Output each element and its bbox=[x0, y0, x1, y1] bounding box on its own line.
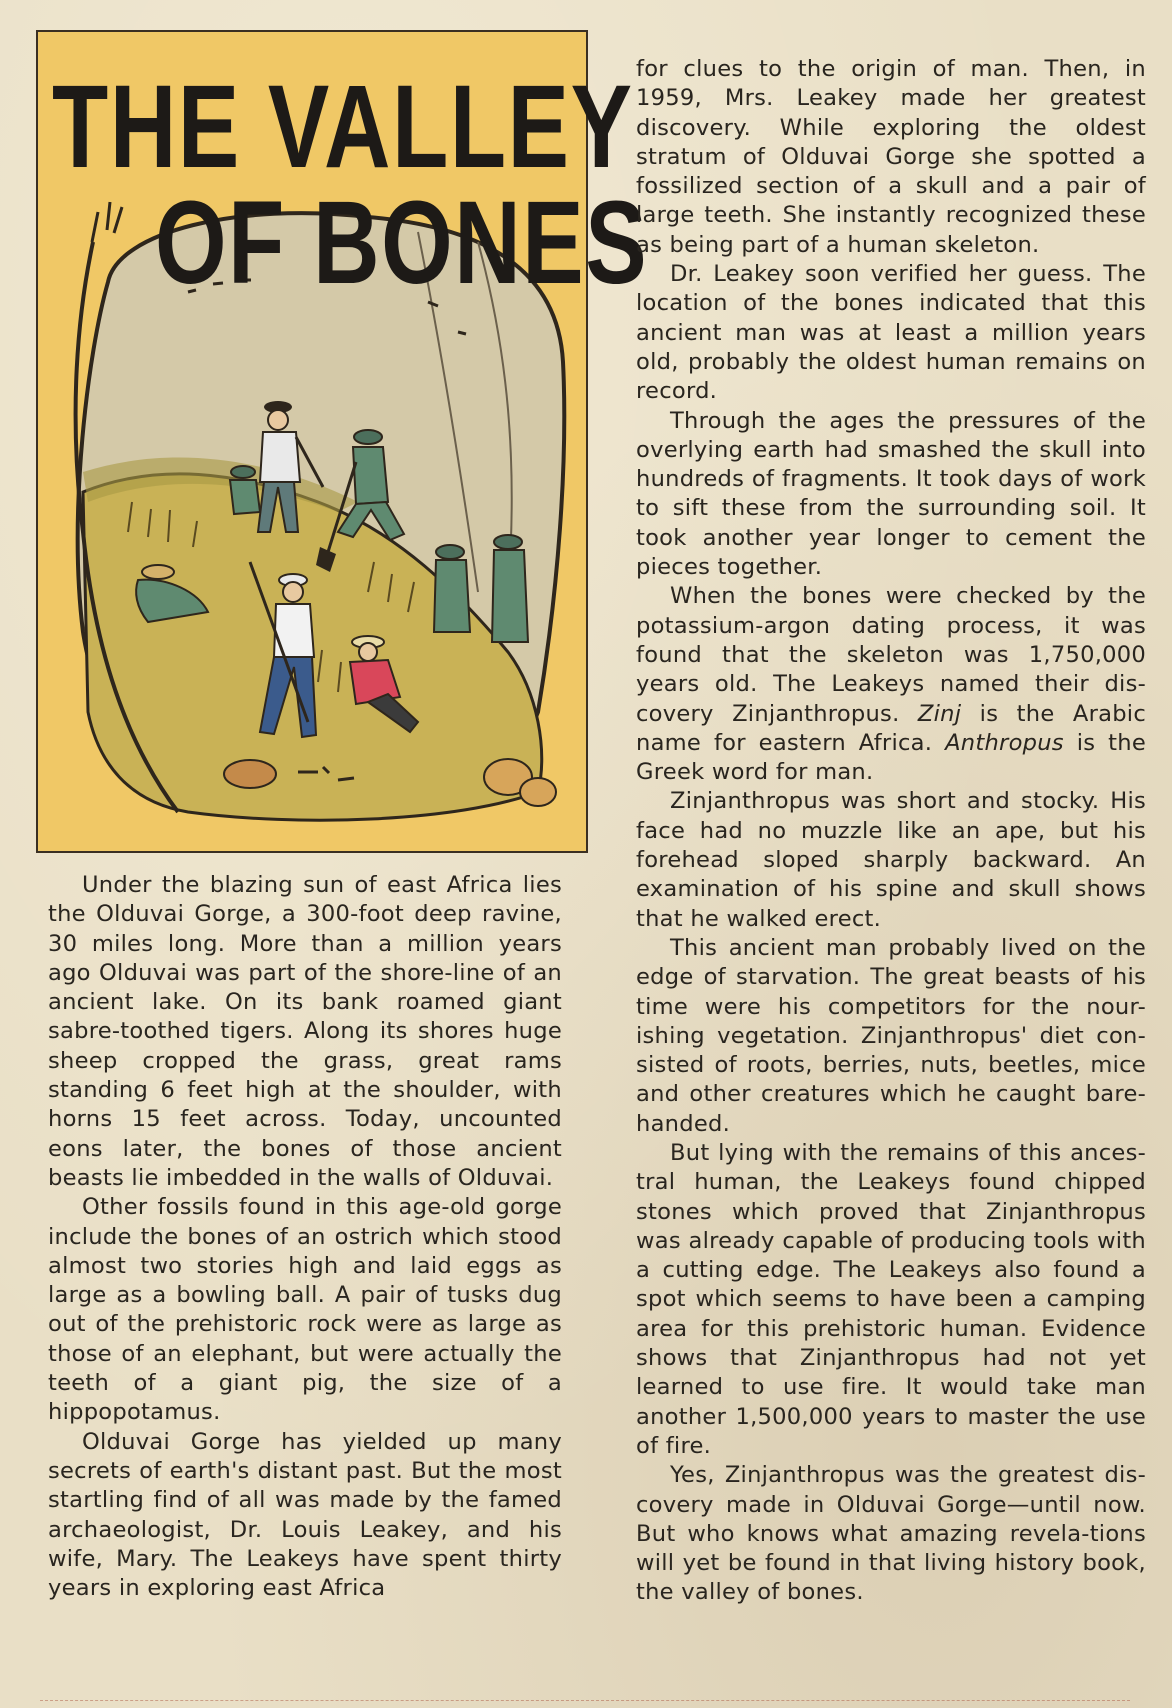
title-illustration-panel bbox=[36, 30, 649, 853]
dating-text-c: is the Greek word for man. bbox=[636, 729, 1146, 786]
paragraph-continued: for clues to the origin of man. Then, in 1959, Mrs. Leakey made her greatest discovery. While exploring the oldest stratum of Olduvai Gorge she spotted a fossilized section of a skull and a pair of large teeth. She instantly recognized these as being part of a human skeleton. bbox=[636, 56, 1146, 258]
word-zinj: Zinj bbox=[917, 700, 962, 727]
paragraph-leakeys: Olduvai Gorge has yielded up many secrets of earth's distant past. But the most startling find of all was made by the famed archaeologist, Dr. Louis Leakey, and his wife, Mary. The Leakeys have spent thirty years in exploring east Africa bbox=[48, 1428, 562, 1602]
paragraph-olduvai-intro: Under the blazing sun of east Africa lies the Olduvai Gorge, a 300-foot deep ravine, 30 miles long. More than a million years ago Olduvai was part of the shore-line of an ancient lake. On its bank roamed giant sabre-toothed tigers. Along its shores huge sheep cropped the grass, great rams standing 6 feet high at the shoulder, with horns 15 feet across. Today, uncounted eons later, the bones of those ancient beasts lie imbedded in the walls of Olduvai. bbox=[48, 872, 562, 1191]
right-text-column bbox=[636, 55, 1146, 1608]
dating-text-a: When the bones were checked by the potassium-argon dating process, it was found that the skeleton was 1,750,000 years old. The Leakeys named their dis-covery Zinjanthropus. bbox=[636, 583, 1146, 727]
left-text-column bbox=[48, 871, 562, 1603]
basket bbox=[224, 760, 276, 788]
paragraph-verified: Dr. Leakey soon verified her guess. The location of the bones indicated that this ancient man was at least a million years old, probably the oldest human remains on record. bbox=[636, 261, 1146, 405]
paragraph-stocky: Zinjanthropus was short and stocky. His face had no muzzle like an ape, but his forehead sloped sharply backward. An examination of his spine and skull shows that he walked erect. bbox=[636, 788, 1146, 932]
figure-crouching-small bbox=[230, 466, 260, 514]
bottom-divider bbox=[40, 1700, 1130, 1702]
paragraph-fragments: Through the ages the pressures of the overlying earth had smashed the skull into hundreds of fragments. It took days of work to sift these from the surrounding soil. It took another year longer to cement the pieces together. bbox=[636, 407, 1146, 581]
paragraph-other-fossils: Other fossils found in this age-old gorge include the bones of an ostrich which stood almost two stories high and laid eggs as large as a bowling ball. A pair of tusks dug out of the prehistoric rock were as large as those of an elephant, but were actually the teeth of a giant pig, the size of a hippopotamus. bbox=[48, 1194, 562, 1426]
paragraph-starvation: This ancient man probably lived on the edge of starvation. The great beasts of his time were his competitors for the nour-ishing vegetation. Zinjanthropus' diet con-sisted of roots, berries, nuts, beetles, mice and other creatures which he caught bare-handed. bbox=[636, 934, 1146, 1137]
paragraph-conclusion: Yes, Zinjanthropus was the greatest dis-covery made in Olduvai Gorge—until now. But who knows what amazing revela-tions will yet be found in that living history book, the valley of bones. bbox=[636, 1462, 1146, 1606]
title-line-2: OF BONES bbox=[155, 177, 649, 309]
dating-text-b: is the Arabic name for eastern Africa. bbox=[636, 700, 1147, 756]
paragraph-dating bbox=[636, 582, 1146, 787]
word-anthropus: Anthropus bbox=[945, 729, 1064, 756]
title-line-1: THE VALLEY bbox=[52, 61, 634, 193]
paragraph-tools: But lying with the remains of this ances-tral human, the Leakeys found chipped stones which proved that Zinjanthropus was already capable of producing tools with a cutting edge. The Leakeys also found a spot which seems to have been a camping area for this prehistoric human. Evidence shows that Zinjanthropus had not yet learned to use fire. It would take man another 1,500,000 years to master the use of fire. bbox=[636, 1139, 1146, 1459]
